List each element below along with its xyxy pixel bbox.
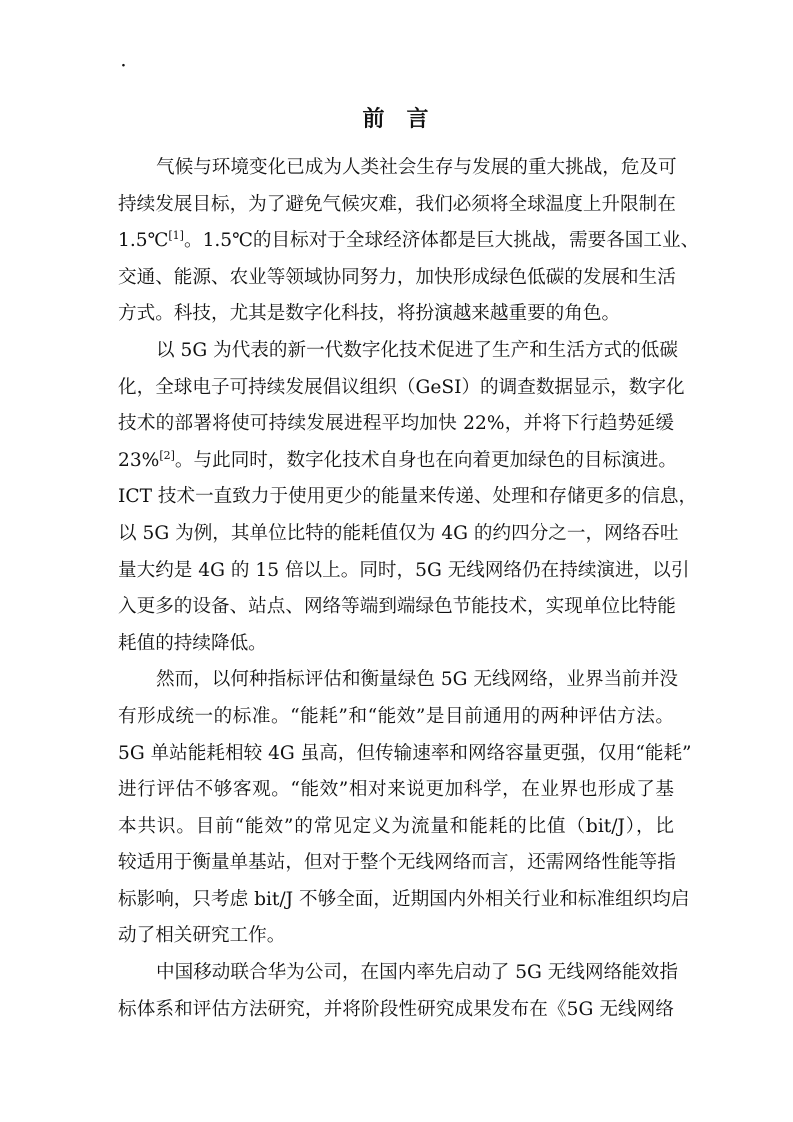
text-line	[118, 223, 700, 260]
text-line	[118, 333, 678, 370]
text-segment: ICT 技术一直致力于使用更少的能量来传递、处理和存储更多的信息，	[118, 486, 698, 508]
text-segment: 化，全球电子可持续发展倡议组织（GeSI）的调查数据显示，数字化	[118, 376, 685, 398]
text-segment: 1.5℃	[118, 230, 169, 252]
paragraph	[118, 333, 698, 662]
paragraph	[118, 662, 692, 955]
text-line	[118, 406, 674, 443]
text-segment: 气候与环境变化已成为人类社会生存与发展的重大挑战，危及可	[156, 157, 677, 178]
text-line	[118, 626, 674, 663]
text-segment: 标体系和评估方法研究，并将阶段性研究成果发布在《5G 无线网络	[118, 998, 674, 1020]
text-line	[118, 296, 674, 333]
text-line	[118, 553, 690, 590]
text-segment: 方式。科技，尤其是数字化科技，将扮演越来越重要的角色。	[118, 303, 621, 325]
text-line	[118, 443, 677, 480]
text-segment: 动了相关研究工作。	[118, 925, 286, 947]
text-segment: 有形成统一的标准。“能耗”和“能效”是目前通用的两种评估方法。	[118, 705, 674, 727]
text-segment: 量大约是 4G 的 15 倍以上。同时，5G 无线网络仍在持续演进，以引	[118, 559, 690, 581]
text-segment: 本共识。目前“能效”的常见定义为流量和能耗的比值（bit/J），比	[118, 815, 674, 837]
text-segment: 5G 单站能耗相较 4G 虽高，但传输速率和网络容量更强，仅用“能耗”	[118, 742, 692, 764]
text-segment: 进行评估不够客观。“能效”相对来说更加科学，在业界也形成了基	[118, 779, 674, 801]
page-marker: ·	[121, 58, 126, 74]
text-line	[118, 699, 674, 736]
text-segment: 交通、能源、农业等领域协同努力，加快形成绿色低碳的发展和生活	[118, 266, 676, 288]
text-line	[118, 260, 674, 297]
text-segment: 23%	[118, 449, 160, 471]
text-line	[118, 992, 674, 1029]
text-line	[118, 736, 692, 773]
text-segment: 较适用于衡量单基站，但对于整个无线网络而言，还需网络性能等指	[118, 852, 676, 874]
text-segment: 入更多的设备、站点、网络等端到端绿色节能技术，实现单位比特能	[118, 596, 676, 618]
text-segment: 技术的部署将使可持续发展进程平均加快 22%，并将下行趋势延缓	[118, 413, 674, 435]
text-line	[118, 918, 674, 955]
text-segment: 持续发展目标，为了避免气候灾难，我们必须将全球温度上升限制在	[118, 193, 676, 215]
paragraph	[118, 150, 700, 333]
text-segment: 然而，以何种指标评估和衡量绿色 5G 无线网络，业界当前并没	[156, 669, 678, 691]
text-line	[118, 882, 690, 919]
text-segment: 耗值的持续降低。	[118, 632, 267, 654]
text-segment: 中国移动联合华为公司，在国内率先启动了 5G 无线网络能效指	[156, 962, 678, 984]
text-segment: 。1.5℃的目标对于全球经济体都是巨大挑战，需要各国工业、	[183, 230, 700, 252]
text-line	[118, 809, 674, 846]
text-line	[118, 150, 677, 187]
text-line	[118, 479, 698, 516]
title-char: 前	[362, 106, 387, 132]
text-segment: 标影响，只考虑 bit/J 不够全面，近期国内外相关行业和标准组织均启	[118, 888, 690, 910]
text-line	[118, 187, 674, 224]
text-segment: 。与此同时，数字化技术自身也在向着更加绿色的目标演进。	[174, 449, 677, 471]
text-line	[118, 845, 674, 882]
title-char: 言	[406, 106, 431, 132]
text-line	[118, 955, 678, 992]
citation-reference[interactable]: [1]	[168, 229, 184, 243]
text-line	[118, 589, 674, 626]
text-line	[118, 516, 679, 553]
document-body	[118, 150, 700, 1028]
page-title	[0, 102, 793, 133]
text-line	[118, 772, 674, 809]
text-line	[118, 662, 678, 699]
text-segment: 以 5G 为例，其单位比特的能耗值仅为 4G 的约四分之一，网络吞吐	[118, 522, 679, 544]
text-segment: 以 5G 为代表的新一代数字化技术促进了生产和生活方式的低碳	[156, 339, 678, 361]
paragraph	[118, 955, 678, 1028]
citation-reference[interactable]: [2]	[159, 448, 175, 462]
text-line	[118, 370, 685, 407]
